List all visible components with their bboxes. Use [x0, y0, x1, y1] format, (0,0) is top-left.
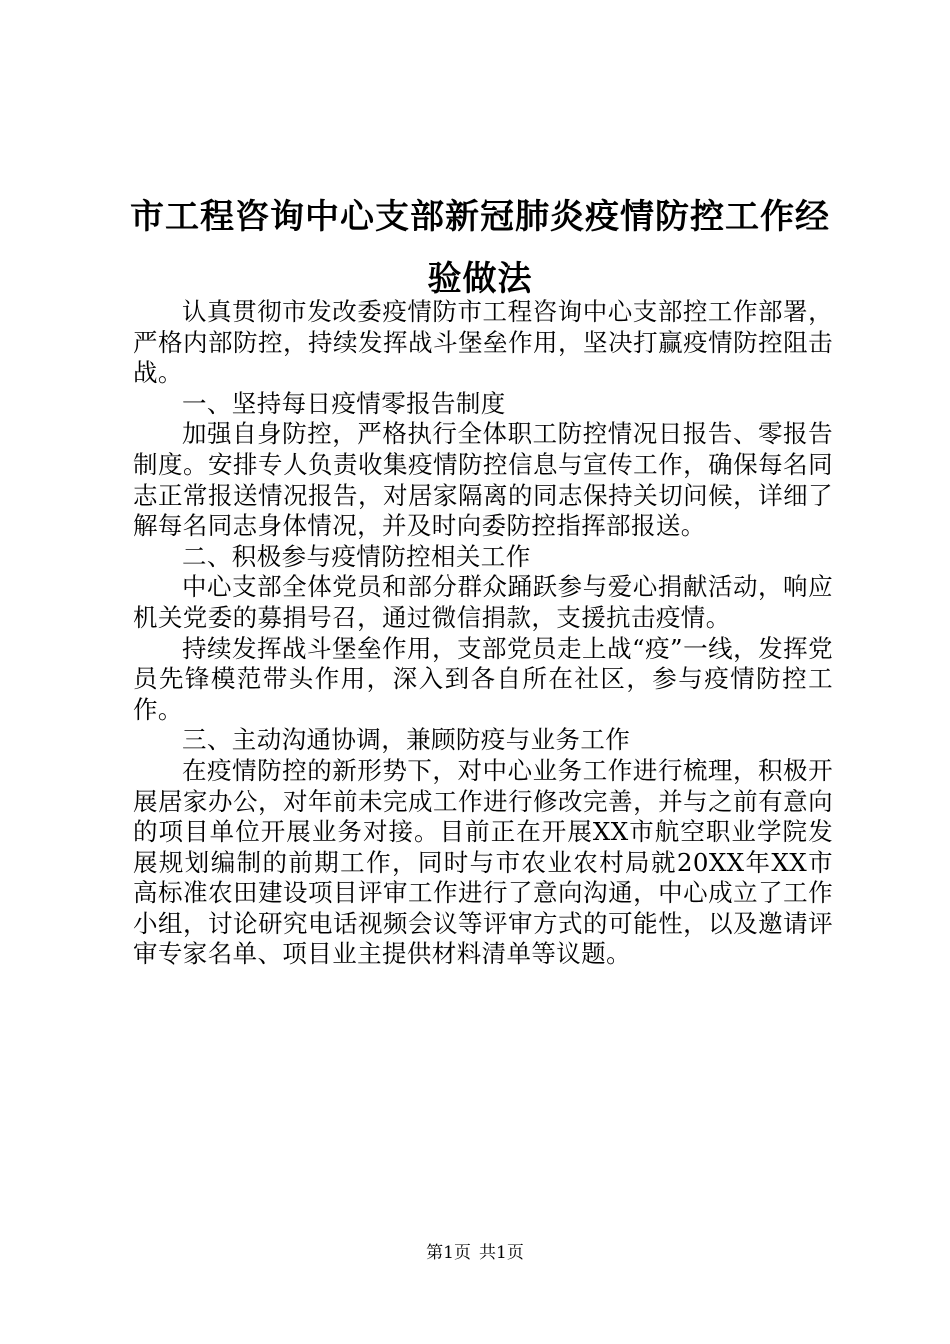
- document-body: [133, 297, 833, 970]
- total-pages: 共1页: [479, 1243, 524, 1263]
- document-title: [120, 186, 840, 310]
- page-number: 第1页: [426, 1243, 471, 1263]
- intro-paragraph: 认真贯彻市发改委疫情防市工程咨询中心支部控工作部署，严格内部防控，持续发挥战斗堡垒作用，坚决打赢疫情防控阻击战。: [133, 297, 833, 388]
- section-heading-2: 二、积极参与疫情防控相关工作: [182, 541, 531, 571]
- section-heading-1: 一、坚持每日疫情零报告制度: [182, 388, 506, 418]
- section-3-paragraph: 在疫情防控的新形势下，对中心业务工作进行梳理，积极开展居家办公，对年前未完成工作进行修改完善，并与之前有意向的项目单位开展业务对接。目前正在开展XX市航空职业学院发展规划编制的前期工作，同时与市农业农村局就20XX年XX市高标准农田建设项目评审工作进行了意向沟通，中心成立了工作小组，讨论研究电话视频会议等评审方式的可能性，以及邀请评审专家名单、项目业主提供材料清单等议题。: [133, 755, 833, 969]
- section-2-paragraph-1: 中心支部全体党员和部分群众踊跃参与爱心捐献活动，响应机关党委的募捐号召，通过微信捐款，支援抗击疫情。: [133, 572, 833, 632]
- title-line-2: 验做法: [427, 259, 533, 299]
- section-2-paragraph-2: 持续发挥战斗堡垒作用，支部党员走上战“疫”一线，发挥党员先锋模范带头作用，深入到各自所在社区，参与疫情防控工作。: [133, 633, 833, 724]
- page-footer: [0, 1241, 950, 1265]
- title-line-1: 市工程咨询中心支部新冠肺炎疫情防控工作经: [130, 197, 830, 237]
- section-heading-3: 三、主动沟通协调，兼顾防疫与业务工作: [182, 725, 631, 755]
- section-1-paragraph: 加强自身防控，严格执行全体职工防控情况日报告、零报告制度。安排专人负责收集疫情防控信息与宣传工作，确保每名同志正常报送情况报告，对居家隔离的同志保持关切问候，详细了解每名同志身体情况，并及时向委防控指挥部报送。: [133, 419, 833, 541]
